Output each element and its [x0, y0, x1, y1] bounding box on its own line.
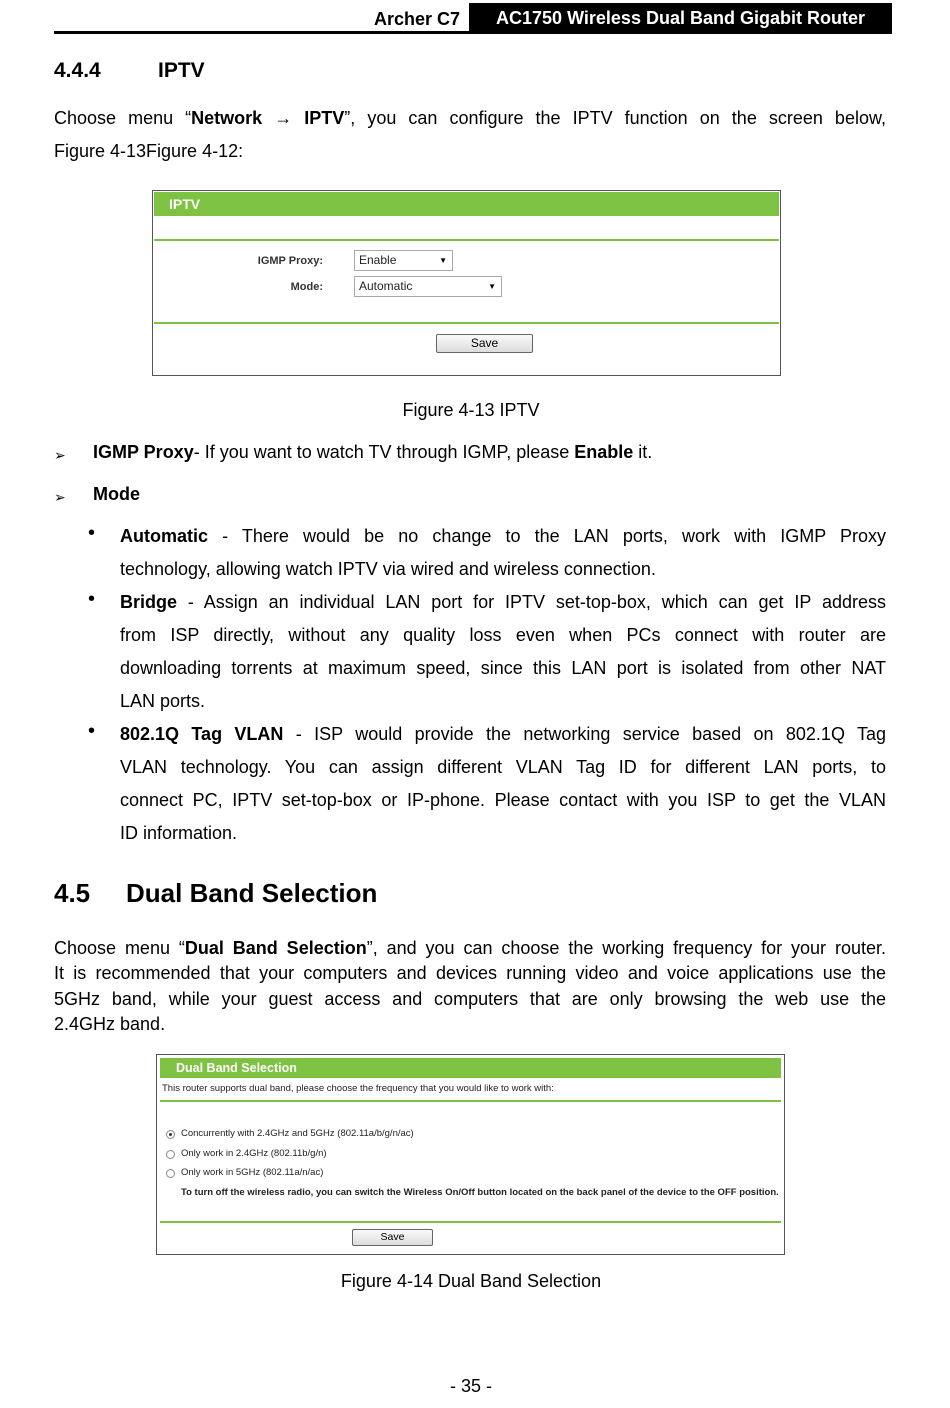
bullet-arrow-icon: ➢ [54, 489, 66, 505]
iptv-intro-line2: Figure 4-13Figure 4-12: [54, 141, 244, 161]
section-title: Dual Band Selection [126, 878, 378, 908]
bullet-arrow-icon: ➢ [54, 447, 66, 463]
radio-concurrent[interactable] [166, 1130, 175, 1139]
bullet-dot: • [88, 522, 96, 544]
iptv-intro-line1: Choose menu “Network → IPTV”, you can configure the IPTV function on the screen below, [54, 108, 886, 128]
dual-intro-line4: 2.4GHz band. [54, 1014, 166, 1034]
igmp-proxy-label: IGMP Proxy: [257, 255, 323, 267]
option-24ghz-label: Only work in 2.4GHz (802.11b/g/n) [181, 1148, 327, 1159]
dual-intro-line1: Choose menu “Dual Band Selection”, and you can choose the working frequency for your router. [54, 938, 886, 958]
page-number: - 35 - [449, 1376, 492, 1396]
dual-panel-header [160, 1058, 781, 1078]
iptv-divider-top [154, 239, 779, 241]
figure-caption-iptv: Figure 4-13 IPTV [402, 400, 540, 420]
dual-divider-bottom [160, 1221, 781, 1223]
dual-description: This router supports dual band, please choose the frequency that you would like to work with: [162, 1083, 554, 1094]
mode-vlan-line4: ID information. [120, 823, 238, 843]
header-rule [54, 31, 892, 34]
igmp-proxy-bullet: IGMP Proxy- If you want to watch TV through IGMP, please Enable it. [93, 442, 653, 462]
igmp-proxy-select[interactable]: Enable ▼ [354, 250, 453, 271]
dual-panel-title: Dual Band Selection [176, 1061, 297, 1075]
mode-bridge-line2: from ISP directly, without any quality loss even when PCs connect with router are [120, 625, 886, 645]
section-number: 4.4.4 [54, 59, 101, 82]
iptv-save-button[interactable]: Save [436, 334, 533, 353]
dual-note: To turn off the wireless radio, you can switch the Wireless On/Off button located on the back panel of the device to the OFF position. [181, 1187, 779, 1198]
iptv-panel-title: IPTV [169, 196, 201, 212]
dual-divider-top [160, 1100, 781, 1102]
bullet-dot: • [88, 720, 96, 742]
mode-bridge-line1: Bridge - Assign an individual LAN port for IPTV set-top-box, which can get IP address [120, 592, 886, 612]
dual-intro-line2: It is recommended that your computers and devices running video and voice applications use the [54, 963, 886, 983]
mode-vlan-line1: 802.1Q Tag VLAN - ISP would provide the networking service based on 802.1Q Tag [120, 724, 886, 744]
dual-band-figure [156, 1054, 785, 1255]
chevron-down-icon: ▼ [488, 282, 496, 291]
dual-intro-line3: 5GHz band, while your guest access and computers that are only browsing the web use the [54, 989, 886, 1009]
section-number: 4.5 [54, 878, 91, 908]
bullet-dot: • [88, 588, 96, 610]
radio-5ghz[interactable] [166, 1169, 175, 1178]
option-5ghz-label: Only work in 5GHz (802.11a/n/ac) [181, 1167, 324, 1178]
arrow-icon: → [274, 108, 293, 128]
chevron-down-icon: ▼ [439, 256, 447, 265]
section-title: IPTV [158, 59, 205, 82]
mode-vlan-line2: VLAN technology. You can assign different VLAN Tag ID for different LAN ports, to [120, 757, 886, 777]
mode-vlan-line3: connect PC, IPTV set-top-box or IP-phone. Please contact with you ISP to get the VLAN [120, 790, 886, 810]
mode-bridge-line4: LAN ports. [120, 691, 206, 711]
option-concurrent-label: Concurrently with 2.4GHz and 5GHz (802.11a/b/g/n/ac) [181, 1128, 414, 1139]
dual-save-button[interactable]: Save [352, 1229, 433, 1246]
figure-caption-dual-band: Figure 4-14 Dual Band Selection [340, 1271, 602, 1291]
mode-automatic-line1: Automatic - There would be no change to the LAN ports, work with IGMP Proxy [120, 526, 886, 546]
iptv-panel-header [154, 192, 779, 216]
iptv-divider-bottom [154, 322, 779, 324]
header-model: Archer C7 [373, 9, 460, 29]
iptv-figure [152, 190, 781, 376]
mode-select[interactable]: Automatic ▼ [354, 276, 502, 297]
radio-24ghz[interactable] [166, 1150, 175, 1159]
mode-bridge-line3: downloading torrents at maximum speed, since this LAN port is isolated from other NAT [120, 658, 886, 678]
header-title: AC1750 Wireless Dual Band Gigabit Router [469, 3, 892, 32]
mode-bullet: Mode [93, 484, 140, 504]
mode-automatic-line2: technology, allowing watch IPTV via wired and wireless connection. [120, 559, 656, 579]
mode-label: Mode: [290, 281, 323, 293]
